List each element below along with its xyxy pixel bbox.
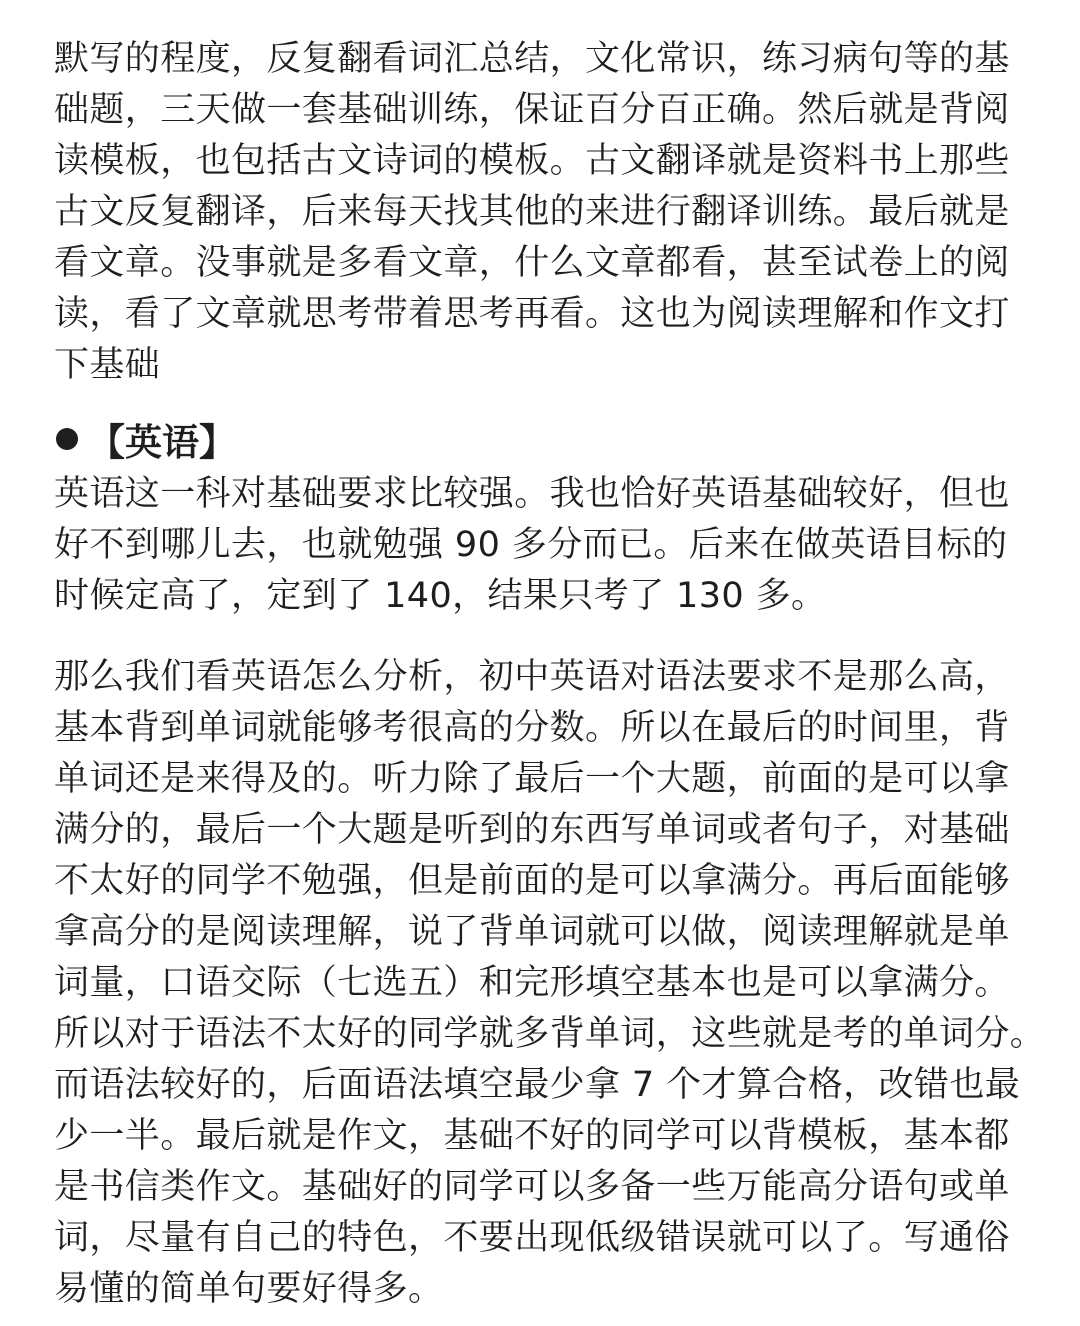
text-line: 好不到哪儿去，也就勉强 90 多分而已。后来在做英语目标的	[54, 525, 1008, 565]
text-line: 基本背到单词就能够考很高的分数。所以在最后的时间里，背	[54, 708, 1010, 748]
text-line: 古文反复翻译，后来每天找其他的来进行翻译训练。最后就是	[54, 192, 1010, 232]
text-line: 默写的程度，反复翻看词汇总结，文化常识，练习病句等的基	[54, 39, 1010, 79]
bullet-dot-icon	[56, 428, 78, 450]
text-line: 易懂的简单句要好得多。	[54, 1269, 444, 1309]
paragraph-spacer	[54, 622, 1038, 652]
paragraph-chinese-study	[54, 34, 1038, 391]
section-heading-text: 【英语】	[88, 421, 236, 464]
text-line: 读，看了文章就思考带着思考再看。这也为阅读理解和作文打	[54, 294, 1010, 334]
text-line: 那么我们看英语怎么分析，初中英语对语法要求不是那么高，	[54, 657, 1010, 697]
text-line: 单词还是来得及的。听力除了最后一个大题，前面的是可以拿	[54, 759, 1010, 799]
text-line: 词，尽量有自己的特色，不要出现低级错误就可以了。写通俗	[54, 1218, 1010, 1258]
text-line: 所以对于语法不太好的同学就多背单词，这些就是考的单词分。	[54, 1014, 1046, 1054]
paragraph-english-analysis	[54, 652, 1046, 1315]
text-line: 不太好的同学不勉强，但是前面的是可以拿满分。再后面能够	[54, 861, 1010, 901]
text-line: 时候定高了，定到了 140，结果只考了 130 多。	[54, 576, 827, 616]
text-line: 英语这一科对基础要求比较强。我也恰好英语基础较好，但也	[54, 474, 1010, 514]
text-line: 拿高分的是阅读理解，说了背单词就可以做，阅读理解就是单	[54, 912, 1010, 952]
text-line: 读模板，也包括古文诗词的模板。古文翻译就是资料书上那些	[54, 141, 1010, 181]
text-line: 词量，口语交际（七选五）和完形填空基本也是可以拿满分。	[54, 963, 1010, 1003]
text-line: 看文章。没事就是多看文章，什么文章都看，甚至试卷上的阅	[54, 243, 1010, 283]
text-line: 而语法较好的，后面语法填空最少拿 7 个才算合格，改错也最	[54, 1065, 1021, 1105]
section-heading-english	[54, 411, 1038, 467]
text-line: 下基础	[54, 345, 161, 385]
text-line: 是书信类作文。基础好的同学可以多备一些万能高分语句或单	[54, 1167, 1010, 1207]
article-body	[54, 34, 1046, 1315]
text-line: 础题，三天做一套基础训练，保证百分百正确。然后就是背阅	[54, 90, 1010, 130]
paragraph-english-intro	[54, 469, 1038, 622]
text-line: 少一半。最后就是作文，基础不好的同学可以背模板，基本都	[54, 1116, 1010, 1156]
text-line: 满分的，最后一个大题是听到的东西写单词或者句子，对基础	[54, 810, 1010, 850]
